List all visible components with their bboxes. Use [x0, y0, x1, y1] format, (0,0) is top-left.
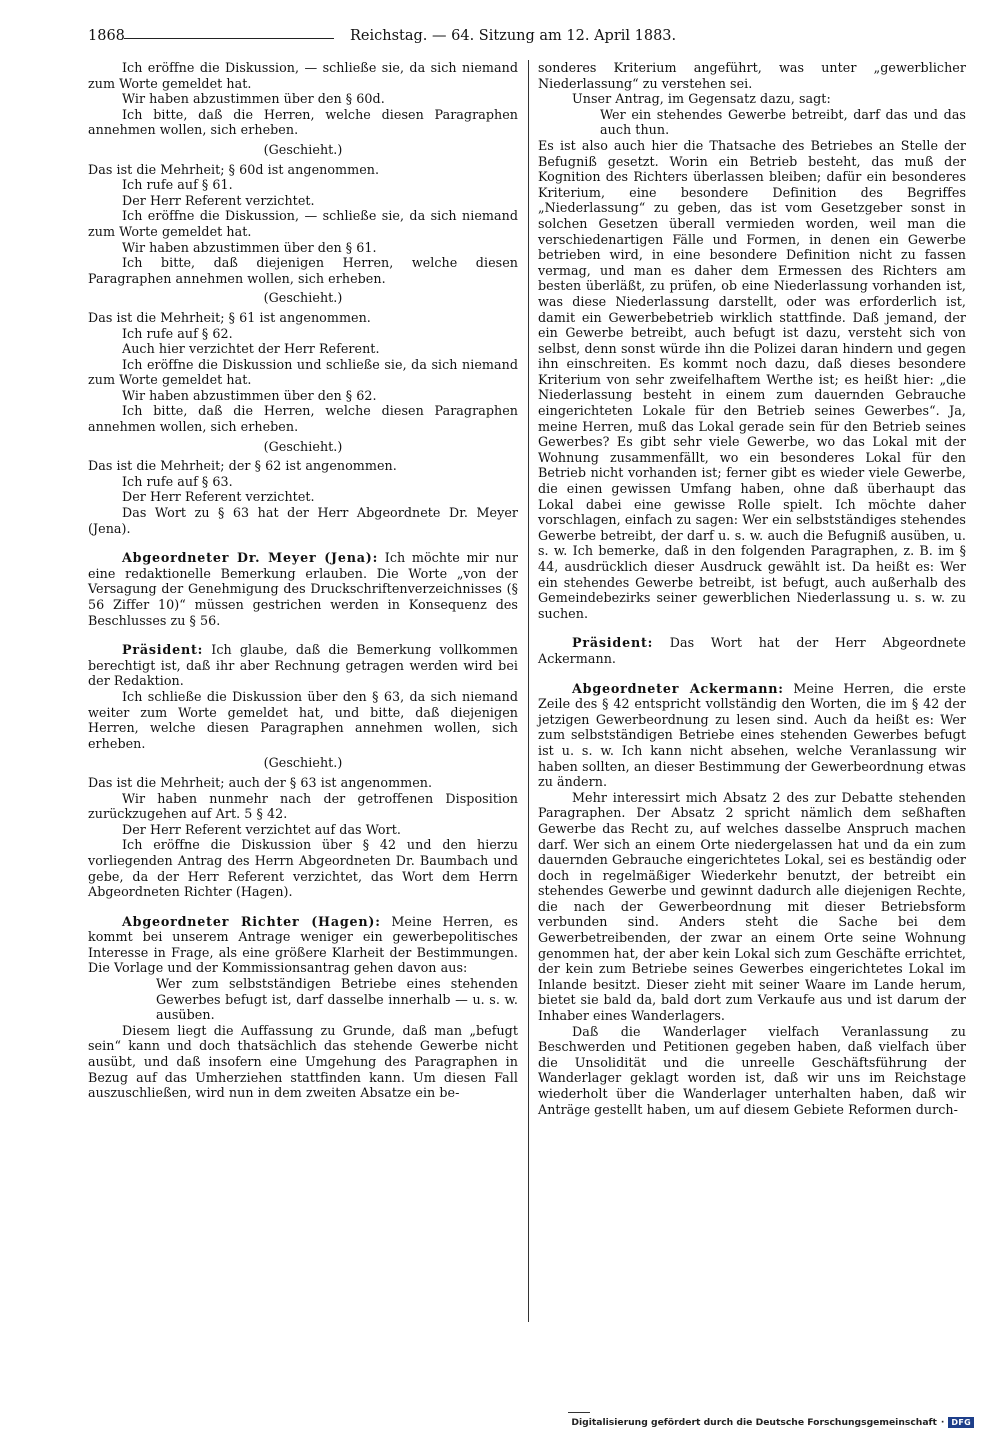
paragraph — [538, 107, 966, 138]
paragraph-text: sonderes Kriterium angeführt, was unter „gewerblicher Niederlassung“ zu verstehen sei. — [538, 60, 966, 91]
paragraph — [88, 388, 518, 404]
paragraph-text: Das ist die Mehrheit; § 61 ist angenommen. — [88, 309, 371, 325]
paragraph-text: (Geschieht.) — [263, 290, 343, 306]
paragraph-text: Daß die Wanderlager vielfach Veranlassung zu Beschwerden und Petitionen gegeben haben, daß vielfach über die Unsolidität und die unreelle Geschäftsführung der Wanderlager geklagt worden ist, daß wir uns im Reichstage wiederholt über die Wanderlager unterhalten haben, daß wir Anträge gestellt haben, um auf diesem Gebiete Reformen durch- — [538, 1023, 966, 1117]
paragraph-text: (Geschieht.) — [263, 755, 343, 771]
paragraph-text: Ich glaube, daß die Bemerkung vollkommen berechtigt ist, daß ihr aber Rechnung getragen werden wird bei der Redaktion. — [88, 642, 518, 689]
speaker-name: Präsident: — [572, 635, 654, 651]
page-number: 1868 — [88, 28, 125, 44]
paragraph — [88, 976, 518, 1023]
paragraph — [88, 326, 518, 342]
paragraph — [538, 91, 966, 107]
paragraph-text: Ich bitte, daß die Herren, welche diesen Paragraphen annehmen wollen, sich erheben. — [88, 106, 518, 138]
paragraph-text: Ich rufe auf § 61. — [122, 177, 233, 193]
paragraph-text: Wir haben nunmehr nach der getroffenen Disposition zurückzugehen auf Art. 5 § 42. — [88, 790, 518, 822]
page-header — [88, 24, 698, 48]
paragraph — [88, 142, 518, 158]
paragraph — [88, 177, 518, 193]
paragraph — [88, 755, 518, 771]
paragraph — [538, 138, 966, 621]
paragraph-text: Der Herr Referent verzichtet auf das Wort. — [122, 821, 401, 837]
paragraph — [538, 790, 966, 1024]
paragraph — [88, 837, 518, 899]
paragraph-text: Ich eröffne die Diskussion und schließe sie, da sich niemand zum Worte gemeldet hat. — [88, 356, 518, 388]
paragraph-text: Unser Antrag, im Gegensatz dazu, sagt: — [572, 91, 831, 107]
paragraph-text: Diesem liegt die Auffassung zu Grunde, daß man „befugt sein“ kann und doch thatsächlich das stehende Gewerbe nicht ausübt, und daß insofern eine Umgehung des Paragraphen in Bezug auf das Umherziehen stattfinden kann. Um diesen Fall auszuschließen, wird nun in dem zweiten Absatze ein be- — [88, 1022, 518, 1101]
paragraph — [88, 193, 518, 209]
left-column — [88, 60, 518, 1101]
paragraph — [88, 341, 518, 357]
speech-paragraph — [538, 681, 966, 790]
paragraph-gap — [538, 667, 966, 681]
paragraph-text: Auch hier verzichtet der Herr Referent. — [122, 341, 380, 357]
paragraph — [88, 91, 518, 107]
paragraph-text: Es ist also auch hier die Thatsache des Betriebes an Stelle der Befugniß gesetzt. Worin ein Betrieb besteht, das muß der Kognition des Richters überlassen bleiben; dafür ein besonderes Kriterium, eine besondere Definition des Begriffes „Niederlassung“ zu geben, das ist vom Gesetzgeber sonst in solchen Gesetzen überall vermieden worden, weil man die verschiedenartigen Fälle und Formen, in denen ein Gewerbe betrieben wird, in eine besondere Definition nicht zu fassen vermag, und man es daher dem Ermessen des Richters am besten überläßt, zu prüfen, ob eine Niederlassung vorhanden ist, was diese Niederlassung darstellt, oder was erforderlich ist, damit ein Gewerbebetrieb wirklich stattfinde. Daß jemand, der ein Gewerbe betreibt, auch befugt ist dazu, versteht sich von selbst, denn sonst würde ihn die Polizei daran hindern und gegen ihn einschreiten. Es kommt noch dazu, daß dieses besondere Kriterium von sehr zweifelhaftem Werthe ist; es heißt hier: „die Niederlassung besteht in einem zum dauernden Gebrauche eingerichteten Lokale für den Betrieb seines Gewerbes“. Ja, meine Herren, muß das Lokal gerade sein für den Betrieb seines Gewerbes? Es gibt sehr viele Gewerbe, wo das Lokal mit der Wohnung zusammenfällt, wo ein besonderes Lokal für den Betrieb nicht vorhanden ist; ferner gibt es wieder viele Gewerbe, die einen gewissen Umfang haben, ohne daß überhaupt das Lokal dabei eine gewisse Rolle spielt. Ich möchte daher vorschlagen, einfach zu sagen: Wer ein selbstständiges stehendes Gewerbe betreibt, der darf u. s. w. auch die Befugniß ausüben, u. s. w. Ich bemerke, daß in den folgenden Paragraphen, z. B. im § 44, ausdrücklich dieser Ausdruck gewählt ist. Da heißt es: Wer ein stehendes Gewerbe betreibt, ist befugt, auch außerhalb des Gemeindebezirks seiner gewerblichen Niederlassung u. s. w. zu suchen. — [538, 137, 966, 621]
paragraph — [538, 1024, 966, 1118]
running-title: Reichstag. — 64. Sitzung am 12. April 1883. — [350, 28, 677, 44]
paragraph-text: Ich rufe auf § 62. — [122, 325, 233, 341]
paragraph — [88, 791, 518, 822]
paragraph — [88, 474, 518, 490]
paragraph — [88, 403, 518, 434]
dfg-logo: DFG — [948, 1417, 974, 1428]
paragraph-text: Ich bitte, daß diejenigen Herren, welche diesen Paragraphen annehmen wollen, sich erheben. — [88, 255, 518, 286]
right-column — [538, 60, 966, 1117]
paragraph-gap — [88, 628, 518, 642]
paragraph-text: Wir haben abzustimmen über den § 61. — [122, 239, 377, 255]
paragraph-text: Das Wort zu § 63 hat der Herr Abgeordnete Dr. Meyer (Jena). — [88, 505, 518, 536]
paragraph — [88, 689, 518, 751]
paragraph-text: Das ist die Mehrheit; der § 62 ist angenommen. — [88, 458, 397, 474]
paragraph — [88, 458, 518, 474]
paragraph-text: Meine Herren, es kommt bei unserem Antrage weniger ein gewerbepolitisches Interesse in Frage, als eine größere Klarheit der Bestimmungen. Die Vorlage und der Kommissionsantrag gehen davon aus: — [88, 913, 518, 976]
paragraph-text: (Geschieht.) — [263, 438, 343, 454]
paragraph — [88, 439, 518, 455]
paragraph-text: Meine Herren, die erste Zeile des § 42 entspricht vollständig den Worten, die im § 42 der jetzigen Gewerbeordnung zu lesen sind. Auch da heißt es: Wer zum selbstständigen Betriebe eines stehenden Gewerbes befugt ist u. s. w. Ich kann nicht absehen, welche Veranlassung wir haben sollten, an dieser Bestimmung der Gewerbeordnung etwas zu ändern. — [538, 680, 966, 790]
paragraph-text: Ich eröffne die Diskussion, — schließe sie, da sich niemand zum Worte gemeldet hat. — [88, 208, 518, 239]
paragraph-text: Der Herr Referent verzichtet. — [122, 192, 315, 208]
speech-paragraph — [88, 642, 518, 689]
paragraph-text: Das Wort hat der Herr Abgeordnete Ackermann. — [538, 635, 966, 666]
paragraph-text: Wir haben abzustimmen über den § 60d. — [122, 91, 385, 107]
paragraph — [88, 822, 518, 838]
header-rule — [124, 38, 334, 39]
speech-paragraph — [88, 550, 518, 628]
paragraph — [88, 255, 518, 286]
paragraph-text: Wir haben abzustimmen über den § 62. — [122, 387, 377, 403]
paragraph-text: Das ist die Mehrheit; auch der § 63 ist angenommen. — [88, 774, 433, 790]
paragraph — [88, 107, 518, 138]
footer — [571, 1415, 974, 1429]
column-divider — [528, 60, 529, 1322]
footer-separator: · — [940, 1416, 945, 1428]
paragraph — [88, 60, 518, 91]
speech-paragraph — [88, 914, 518, 976]
paragraph-text: Wer ein stehendes Gewerbe betreibt, darf das und das auch thun. — [600, 106, 966, 138]
paragraph — [88, 1023, 518, 1101]
paragraph — [88, 489, 518, 505]
paragraph-text: (Geschieht.) — [263, 141, 343, 157]
paragraph — [88, 240, 518, 256]
paragraph-gap — [88, 900, 518, 914]
paragraph — [88, 310, 518, 326]
paragraph — [88, 505, 518, 536]
paragraph — [538, 60, 966, 91]
paragraph-text: Wer zum selbstständigen Betriebe eines stehenden Gewerbes befugt ist, darf dasselbe innerhalb — u. s. w. ausüben. — [156, 976, 518, 1023]
speaker-name: Abgeordneter Ackermann: — [572, 680, 784, 696]
paragraph-text: Ich bitte, daß die Herren, welche diesen Paragraphen annehmen wollen, sich erheben. — [88, 403, 518, 435]
speaker-name: Abgeordneter Dr. Meyer (Jena): — [122, 550, 379, 566]
paragraph-text: Ich schließe die Diskussion über den § 63, da sich niemand weiter zum Worte gemeldet hat, und bitte, daß diejenigen Herren, welche diesen Paragraphen annehmen wollen, sich erheben. — [88, 688, 518, 751]
footer-text: Digitalisierung gefördert durch die Deutsche Forschungsgemeinschaft — [571, 1416, 937, 1428]
paragraph — [88, 162, 518, 178]
paragraph-text: Das ist die Mehrheit; § 60d ist angenommen. — [88, 161, 380, 177]
paragraph — [88, 290, 518, 306]
speaker-name: Präsident: — [122, 642, 204, 658]
bottom-mark — [568, 1412, 590, 1413]
speech-paragraph — [538, 635, 966, 666]
paragraph-text: Ich möchte mir nur eine redaktionelle Bemerkung erlauben. Die Worte „von der Versagung der Genehmigung des Druckschriftenverzeichnisses (§ 56 Ziffer 10)“ müssen gestrichen werden in Konsequenz des Beschlusses zu § 56. — [88, 550, 518, 628]
paragraph-gap — [88, 536, 518, 550]
paragraph — [88, 357, 518, 388]
speaker-name: Abgeordneter Richter (Hagen): — [122, 913, 381, 929]
paragraph — [88, 208, 518, 239]
paragraph-text: Mehr interessirt mich Absatz 2 des zur Debatte stehenden Paragraphen. Der Absatz 2 spricht nämlich dem seßhaften Gewerbe das Recht zu, auf welches dasselbe Anspruch machen darf. Wer sich an einem Orte niedergelassen hat und da ein zum dauernden Gebrauche eingerichtetes Lokal, sei es beständig oder doch in regelmäßiger Wiederkehr benutzt, der betreibt ein stehendes Gewerbe und gewinnt dadurch alle diejenigen Rechte, die nach der Gewerbeordnung mit dieser Betriebsform verbunden sind. Anders steht die Sache bei dem Gewerbetreibenden, der zwar an einem Orte seine Wohnung genommen hat, der aber kein Lokal sich zum Geschäfte errichtet, der kein zum Betriebe seines Gewerbes eingerichtetes Lokal im Inlande besitzt. Dieser zieht mit seiner Waare im Lande herum, bietet sie bald da, bald dort zum Verkaufe aus und ist darum der Inhaber eines Wanderlagers. — [538, 789, 966, 1024]
paragraph-gap — [538, 621, 966, 635]
paragraph-text: Ich eröffne die Diskussion über § 42 und den hierzu vorliegenden Antrag des Herrn Abgeordneten Dr. Baumbach und gebe, da der Herr Referent verzichtet, das Wort dem Herrn Abgeordneten Richter (Hagen). — [88, 837, 518, 900]
paragraph-text: Der Herr Referent verzichtet. — [122, 489, 315, 505]
paragraph-text: Ich rufe auf § 63. — [122, 473, 233, 489]
paragraph — [88, 775, 518, 791]
paragraph-text: Ich eröffne die Diskussion, — schließe sie, da sich niemand zum Worte gemeldet hat. — [88, 60, 518, 91]
